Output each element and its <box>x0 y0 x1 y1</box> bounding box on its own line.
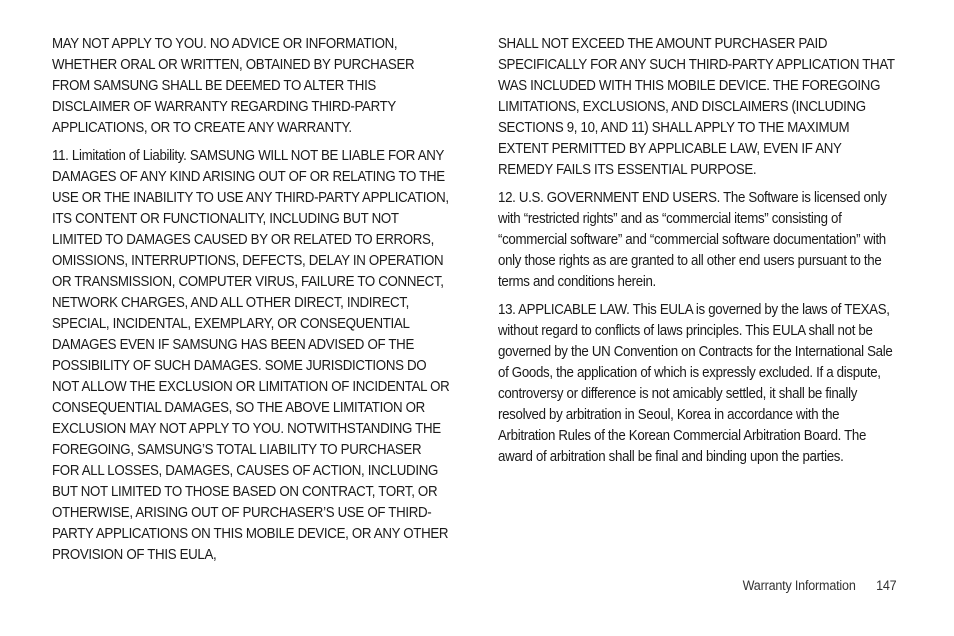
footer-section-title: Warranty Information <box>742 578 856 593</box>
paragraph-government-end-users: 12. U.S. GOVERNMENT END USERS. The Software is licensed only with “restricted rights” and as “commercial items” consisting of “commercial software” and “commercial software documentation” with only those rights as are granted to all other end users pursuant to the terms and conditions herein. <box>498 190 887 290</box>
right-column <box>498 34 896 475</box>
page-number: 147 <box>875 578 896 593</box>
page-footer <box>742 578 896 593</box>
paragraph-liability-continued: SHALL NOT EXCEED THE AMOUNT PURCHASER PAID SPECIFICALLY FOR ANY SUCH THIRD-PARTY APPLICATION THAT WAS INCLUDED WITH THIS MOBILE DEVICE. THE FOREGOING LIMITATIONS, EXCLUSIONS, AND DISCLAIMERS (INCLUDING SECTIONS 9, 10, AND 11) SHALL APPLY TO THE MAXIMUM EXTENT PERMITTED BY APPLICABLE LAW, EVEN IF ANY REMEDY FAILS ITS ESSENTIAL PURPOSE. <box>498 36 895 178</box>
paragraph-applicable-law: 13. APPLICABLE LAW. This EULA is governed by the laws of TEXAS, without regard to conflicts of laws principles. This EULA shall not be governed by the UN Convention on Contracts for the International Sale of Goods, the application of which is expressly excluded. If a dispute, controversy or difference is not amicably settled, it shall be finally resolved by arbitration in Seoul, Korea in accordance with the Arbitration Rules of the Korean Commercial Arbitration Board. The award of arbitration shall be final and binding upon the parties. <box>498 302 893 465</box>
left-column <box>52 34 450 573</box>
paragraph-disclaimer-continued: MAY NOT APPLY TO YOU. NO ADVICE OR INFORMATION, WHETHER ORAL OR WRITTEN, OBTAINED BY PURCHASER FROM SAMSUNG SHALL BE DEEMED TO ALTER THIS DISCLAIMER OF WARRANTY REGARDING THIRD-PARTY APPLICATIONS, OR TO CREATE ANY WARRANTY. <box>52 36 415 136</box>
paragraph-limitation-of-liability: 11. Limitation of Liability. SAMSUNG WILL NOT BE LIABLE FOR ANY DAMAGES OF ANY KIND ARISING OUT OF OR RELATING TO THE USE OR THE INABILITY TO USE ANY THIRD-PARTY APPLICATION, ITS CONTENT OR FUNCTIONALITY, INCLUDING BUT NOT LIMITED TO DAMAGES CAUSED BY OR RELATED TO ERRORS, OMISSIONS, INTERRUPTIONS, DEFECTS, DELAY IN OPERATION OR TRANSMISSION, COMPUTER VIRUS, FAILURE TO CONNECT, NETWORK CHARGES, AND ALL OTHER DIRECT, INDIRECT, SPECIAL, INCIDENTAL, EXEMPLARY, OR CONSEQUENTIAL DAMAGES EVEN IF SAMSUNG HAS BEEN ADVISED OF THE POSSIBILITY OF SUCH DAMAGES. SOME JURISDICTIONS DO NOT ALLOW THE EXCLUSION OR LIMITATION OF INCIDENTAL OR CONSEQUENTIAL DAMAGES, SO THE ABOVE LIMITATION OR EXCLUSION MAY NOT APPLY TO YOU. NOTWITHSTANDING THE FOREGOING, SAMSUNG’S TOTAL LIABILITY TO PURCHASER FOR ALL LOSSES, DAMAGES, CAUSES OF ACTION, INCLUDING BUT NOT LIMITED TO THOSE BASED ON CONTRACT, TORT, OR OTHERWISE, ARISING OUT OF PURCHASER’S USE OF THIRD-PARTY APPLICATIONS ON THIS MOBILE DEVICE, OR ANY OTHER PROVISION OF THIS EULA, <box>52 148 450 563</box>
